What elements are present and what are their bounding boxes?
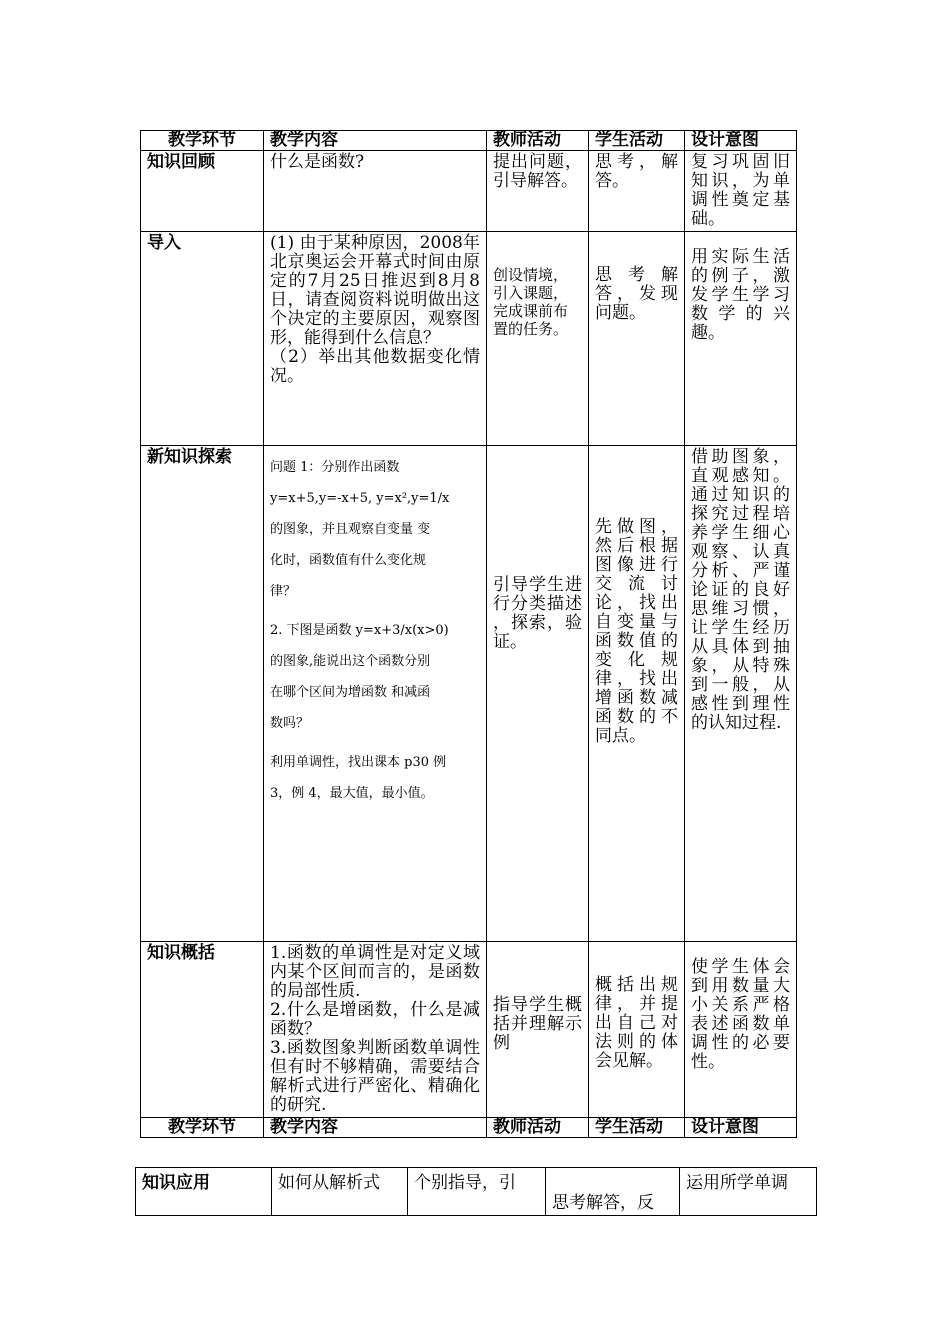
stage-apply: 知识应用 <box>136 1168 272 1216</box>
footer-header-teacher: 教师活动 <box>487 1118 589 1138</box>
teacher-explore: 引导学生进行分类描述 ，探索，验证。 <box>487 446 589 942</box>
table-row <box>136 1168 817 1216</box>
teacher-summary: 指导学生概括并理解示例 <box>487 942 589 1118</box>
explore-line: 利用单调性，找出课本 p30 例 <box>270 755 447 770</box>
header-content: 教学内容 <box>264 131 487 151</box>
stage-review: 知识回顾 <box>141 151 264 232</box>
teacher-intro: 创设情境，引入课题，完成课前布置的任务。 <box>487 232 589 446</box>
intent-intro: 用实际生活的例子，激发学生学习数学的兴趣。 <box>685 232 797 446</box>
table-row <box>141 151 797 232</box>
explore-line: 3，例 4，最大值，最小值。 <box>270 786 434 801</box>
content-summary-2: 2.什么是增函数，什么是减函数？ <box>270 1000 480 1039</box>
content-summary-3: 3.函数图象判断函数单调性但有时不够精确，需要结合解析式进行严密化、精确化的研究. <box>270 1038 480 1115</box>
table-footer-header-row <box>141 1118 797 1138</box>
explore-line: y=x+5,y=-x+5, y=x²,y=1/x <box>270 491 450 506</box>
student-intro: 思考解答，发现问题。 <box>589 232 685 446</box>
content-intro <box>264 232 487 446</box>
footer-header-intent: 设计意图 <box>685 1118 797 1138</box>
intent-apply: 运用所学单调 <box>680 1168 817 1216</box>
intent-explore: 借助图象，直观感知。通过知识的探究过程培养学生细心观察、认真分析、严谨论证的良好思维习惯，让学生经历从具体到抽象，从特殊到一般，从感性到理性的认知过程. <box>685 446 797 942</box>
teacher-apply: 个别指导，引 <box>408 1168 546 1216</box>
student-explore: 先做图，然后根据图像进行交流讨论，找出自变量与函数值的变化规律，找出增函数减函数的不同点。 <box>589 446 685 942</box>
header-intent: 设计意图 <box>685 131 797 151</box>
teacher-review: 提出问题，引导解答。 <box>487 151 589 232</box>
header-student: 学生活动 <box>589 131 685 151</box>
content-explore <box>264 446 487 942</box>
explore-line: 化时，函数值有什么变化规 <box>270 553 427 568</box>
header-teacher: 教师活动 <box>487 131 589 151</box>
footer-header-student: 学生活动 <box>589 1118 685 1138</box>
content-review: 什么是函数? <box>264 151 487 232</box>
content-summary-1: 1.函数的单调性是对定义域内某个区间而言的，是函数的局部性质. <box>270 943 480 1001</box>
next-page-table <box>135 1167 817 1216</box>
explore-line: 的图象,能说出这个函数分别 <box>270 654 431 669</box>
student-summary: 概括出规律，并提出自己对法则的体会见解。 <box>589 942 685 1118</box>
explore-line: 在哪个区间为增函数 和减函 <box>270 685 431 700</box>
student-apply: 思考解答，反 <box>546 1168 680 1216</box>
footer-header-content: 教学内容 <box>264 1118 487 1138</box>
explore-line: 问题 1：分别作出函数 <box>270 460 400 475</box>
table-row <box>141 446 797 942</box>
stage-summary: 知识概括 <box>141 942 264 1118</box>
content-summary <box>264 942 487 1118</box>
intent-summary: 使学生体会到用数量大小关系严格表述函数单调性的必要性。 <box>685 942 797 1118</box>
explore-line: 数吗？ <box>270 716 310 731</box>
intent-review: 复习巩固旧知识，为单调性奠定基础。 <box>685 151 797 232</box>
table-row <box>141 942 797 1118</box>
explore-line: 2. 下图是函数 y=x+3/x(x>0) <box>270 623 449 638</box>
stage-intro: 导入 <box>141 232 264 446</box>
footer-header-stage: 教学环节 <box>141 1118 264 1138</box>
stage-explore: 新知识探索 <box>141 446 264 942</box>
student-review: 思考，解答。 <box>589 151 685 232</box>
explore-line: 的图象，并且观察自变量 变 <box>270 522 431 537</box>
explore-line: 律？ <box>270 584 297 599</box>
teaching-plan-table <box>140 130 797 1138</box>
table-header-row <box>141 131 797 151</box>
header-stage: 教学环节 <box>141 131 264 151</box>
content-intro-2: （2）举出其他数据变化情况。 <box>270 347 480 386</box>
content-apply: 如何从解析式 <box>272 1168 408 1216</box>
content-intro-1: (1) 由于某种原因，2008年北京奥运会开幕式时间由原定的7月25日推迟到8月8日，请查阅资料说明做出这个决定的主要原因，观察图形，能得到什么信息？ <box>270 233 480 348</box>
table-row <box>141 232 797 446</box>
